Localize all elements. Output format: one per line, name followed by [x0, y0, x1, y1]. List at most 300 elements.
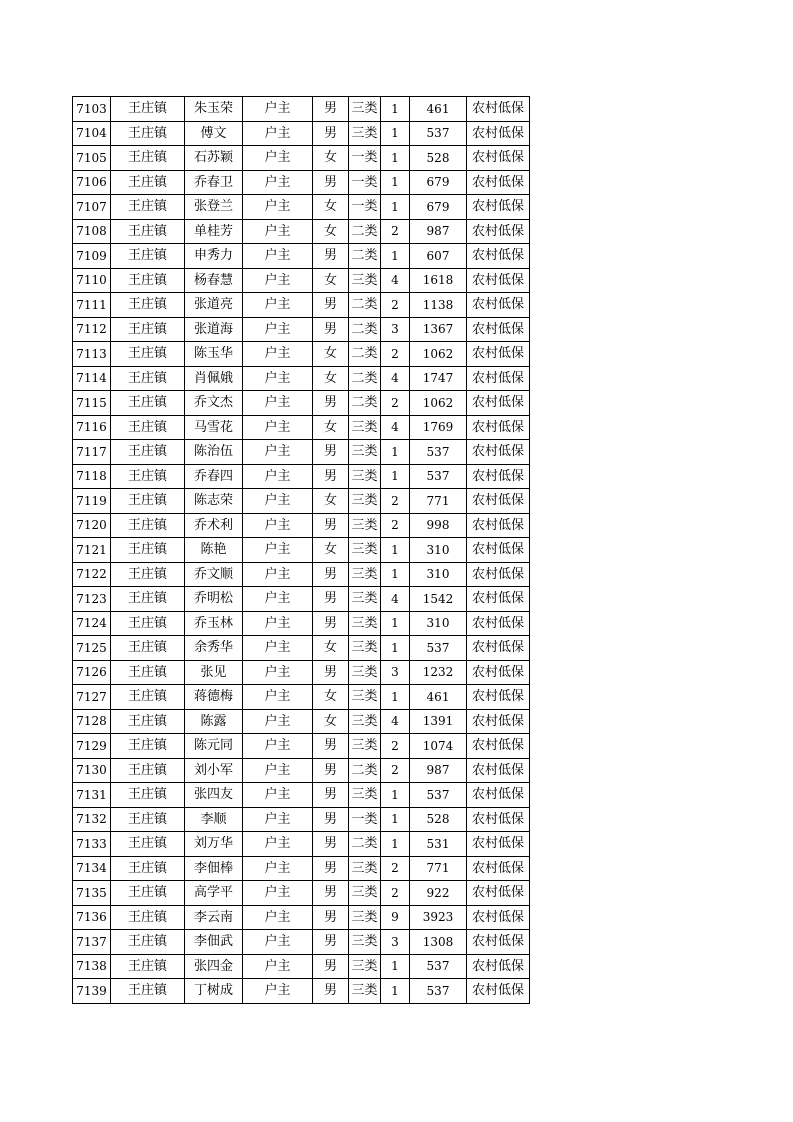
- table-row: [73, 342, 530, 367]
- name-cell: 朱玉荣: [185, 97, 243, 122]
- category-cell: 一类: [349, 146, 381, 171]
- assistance-type-cell: 农村低保: [467, 268, 530, 293]
- household-size-cell: 3: [381, 317, 410, 342]
- name-cell: 乔春卫: [185, 170, 243, 195]
- relation-cell: 户主: [243, 562, 313, 587]
- town-cell: 王庄镇: [111, 440, 185, 465]
- record-id-cell: 7105: [73, 146, 111, 171]
- relation-cell: 户主: [243, 587, 313, 612]
- amount-cell: 537: [410, 979, 467, 1004]
- category-cell: 三类: [349, 881, 381, 906]
- category-cell: 三类: [349, 905, 381, 930]
- record-id-cell: 7122: [73, 562, 111, 587]
- amount-cell: 1308: [410, 930, 467, 955]
- amount-cell: 1618: [410, 268, 467, 293]
- household-size-cell: 2: [381, 513, 410, 538]
- table-row: [73, 195, 530, 220]
- gender-cell: 男: [313, 391, 349, 416]
- table-row: [73, 317, 530, 342]
- assistance-type-cell: 农村低保: [467, 905, 530, 930]
- amount-cell: 1769: [410, 415, 467, 440]
- assistance-type-cell: 农村低保: [467, 293, 530, 318]
- name-cell: 乔术利: [185, 513, 243, 538]
- town-cell: 王庄镇: [111, 170, 185, 195]
- town-cell: 王庄镇: [111, 146, 185, 171]
- household-size-cell: 1: [381, 783, 410, 808]
- relation-cell: 户主: [243, 317, 313, 342]
- household-size-cell: 1: [381, 146, 410, 171]
- household-size-cell: 2: [381, 293, 410, 318]
- town-cell: 王庄镇: [111, 930, 185, 955]
- household-size-cell: 1: [381, 832, 410, 857]
- category-cell: 二类: [349, 219, 381, 244]
- category-cell: 三类: [349, 954, 381, 979]
- table-row: [73, 758, 530, 783]
- relation-cell: 户主: [243, 464, 313, 489]
- record-id-cell: 7125: [73, 636, 111, 661]
- town-cell: 王庄镇: [111, 783, 185, 808]
- category-cell: 三类: [349, 930, 381, 955]
- town-cell: 王庄镇: [111, 685, 185, 710]
- record-id-cell: 7138: [73, 954, 111, 979]
- household-size-cell: 1: [381, 685, 410, 710]
- town-cell: 王庄镇: [111, 97, 185, 122]
- household-size-cell: 2: [381, 881, 410, 906]
- table-row: [73, 734, 530, 759]
- town-cell: 王庄镇: [111, 317, 185, 342]
- town-cell: 王庄镇: [111, 415, 185, 440]
- household-size-cell: 1: [381, 121, 410, 146]
- amount-cell: 531: [410, 832, 467, 857]
- name-cell: 乔文杰: [185, 391, 243, 416]
- relation-cell: 户主: [243, 366, 313, 391]
- category-cell: 三类: [349, 587, 381, 612]
- gender-cell: 男: [313, 562, 349, 587]
- assistance-type-cell: 农村低保: [467, 685, 530, 710]
- household-size-cell: 2: [381, 342, 410, 367]
- category-cell: 三类: [349, 783, 381, 808]
- name-cell: 刘万华: [185, 832, 243, 857]
- category-cell: 三类: [349, 636, 381, 661]
- table-row: [73, 244, 530, 269]
- assistance-type-cell: 农村低保: [467, 734, 530, 759]
- category-cell: 三类: [349, 685, 381, 710]
- category-cell: 三类: [349, 979, 381, 1004]
- town-cell: 王庄镇: [111, 293, 185, 318]
- household-size-cell: 2: [381, 489, 410, 514]
- assistance-type-cell: 农村低保: [467, 121, 530, 146]
- assistance-type-cell: 农村低保: [467, 587, 530, 612]
- amount-cell: 461: [410, 97, 467, 122]
- record-id-cell: 7129: [73, 734, 111, 759]
- table-row: [73, 954, 530, 979]
- category-cell: 三类: [349, 709, 381, 734]
- relation-cell: 户主: [243, 660, 313, 685]
- household-size-cell: 1: [381, 440, 410, 465]
- name-cell: 陈治伍: [185, 440, 243, 465]
- assistance-type-cell: 农村低保: [467, 538, 530, 563]
- record-id-cell: 7116: [73, 415, 111, 440]
- gender-cell: 男: [313, 856, 349, 881]
- relation-cell: 户主: [243, 734, 313, 759]
- table-row: [73, 905, 530, 930]
- record-id-cell: 7109: [73, 244, 111, 269]
- household-size-cell: 4: [381, 366, 410, 391]
- record-id-cell: 7106: [73, 170, 111, 195]
- table-row: [73, 513, 530, 538]
- relation-cell: 户主: [243, 244, 313, 269]
- amount-cell: 771: [410, 489, 467, 514]
- name-cell: 乔春四: [185, 464, 243, 489]
- roster-table: [72, 96, 530, 1004]
- name-cell: 李佃武: [185, 930, 243, 955]
- category-cell: 三类: [349, 538, 381, 563]
- amount-cell: 1138: [410, 293, 467, 318]
- table-row: [73, 685, 530, 710]
- record-id-cell: 7130: [73, 758, 111, 783]
- household-size-cell: 2: [381, 856, 410, 881]
- name-cell: 刘小军: [185, 758, 243, 783]
- category-cell: 二类: [349, 758, 381, 783]
- household-size-cell: 1: [381, 97, 410, 122]
- assistance-type-cell: 农村低保: [467, 366, 530, 391]
- town-cell: 王庄镇: [111, 807, 185, 832]
- category-cell: 二类: [349, 317, 381, 342]
- table-row: [73, 783, 530, 808]
- record-id-cell: 7127: [73, 685, 111, 710]
- town-cell: 王庄镇: [111, 342, 185, 367]
- town-cell: 王庄镇: [111, 391, 185, 416]
- relation-cell: 户主: [243, 979, 313, 1004]
- household-size-cell: 1: [381, 244, 410, 269]
- record-id-cell: 7103: [73, 97, 111, 122]
- gender-cell: 男: [313, 244, 349, 269]
- record-id-cell: 7134: [73, 856, 111, 881]
- amount-cell: 537: [410, 954, 467, 979]
- relation-cell: 户主: [243, 342, 313, 367]
- gender-cell: 女: [313, 538, 349, 563]
- gender-cell: 男: [313, 464, 349, 489]
- category-cell: 一类: [349, 195, 381, 220]
- amount-cell: 771: [410, 856, 467, 881]
- assistance-type-cell: 农村低保: [467, 856, 530, 881]
- assistance-type-cell: 农村低保: [467, 219, 530, 244]
- record-id-cell: 7118: [73, 464, 111, 489]
- gender-cell: 男: [313, 734, 349, 759]
- table-row: [73, 930, 530, 955]
- name-cell: 张道海: [185, 317, 243, 342]
- category-cell: 二类: [349, 342, 381, 367]
- gender-cell: 男: [313, 807, 349, 832]
- gender-cell: 男: [313, 170, 349, 195]
- relation-cell: 户主: [243, 856, 313, 881]
- gender-cell: 男: [313, 97, 349, 122]
- name-cell: 陈玉华: [185, 342, 243, 367]
- record-id-cell: 7128: [73, 709, 111, 734]
- household-size-cell: 4: [381, 415, 410, 440]
- relation-cell: 户主: [243, 881, 313, 906]
- household-size-cell: 1: [381, 538, 410, 563]
- category-cell: 三类: [349, 440, 381, 465]
- record-id-cell: 7123: [73, 587, 111, 612]
- gender-cell: 男: [313, 979, 349, 1004]
- amount-cell: 537: [410, 783, 467, 808]
- table-row: [73, 562, 530, 587]
- household-size-cell: 2: [381, 758, 410, 783]
- gender-cell: 男: [313, 293, 349, 318]
- table-row: [73, 881, 530, 906]
- gender-cell: 男: [313, 660, 349, 685]
- table-row: [73, 636, 530, 661]
- table-row: [73, 293, 530, 318]
- relation-cell: 户主: [243, 268, 313, 293]
- household-size-cell: 4: [381, 587, 410, 612]
- category-cell: 一类: [349, 807, 381, 832]
- assistance-type-cell: 农村低保: [467, 195, 530, 220]
- town-cell: 王庄镇: [111, 244, 185, 269]
- record-id-cell: 7114: [73, 366, 111, 391]
- table-row: [73, 660, 530, 685]
- amount-cell: 1542: [410, 587, 467, 612]
- amount-cell: 607: [410, 244, 467, 269]
- relation-cell: 户主: [243, 195, 313, 220]
- record-id-cell: 7137: [73, 930, 111, 955]
- name-cell: 张登兰: [185, 195, 243, 220]
- town-cell: 王庄镇: [111, 538, 185, 563]
- record-id-cell: 7126: [73, 660, 111, 685]
- record-id-cell: 7139: [73, 979, 111, 1004]
- gender-cell: 男: [313, 440, 349, 465]
- record-id-cell: 7117: [73, 440, 111, 465]
- amount-cell: 461: [410, 685, 467, 710]
- category-cell: 二类: [349, 293, 381, 318]
- name-cell: 乔文顺: [185, 562, 243, 587]
- name-cell: 张四金: [185, 954, 243, 979]
- gender-cell: 男: [313, 954, 349, 979]
- record-id-cell: 7131: [73, 783, 111, 808]
- name-cell: 李顺: [185, 807, 243, 832]
- household-size-cell: 4: [381, 709, 410, 734]
- relation-cell: 户主: [243, 219, 313, 244]
- table-row: [73, 219, 530, 244]
- table-row: [73, 489, 530, 514]
- relation-cell: 户主: [243, 636, 313, 661]
- gender-cell: 女: [313, 489, 349, 514]
- name-cell: 乔玉林: [185, 611, 243, 636]
- town-cell: 王庄镇: [111, 464, 185, 489]
- household-size-cell: 1: [381, 807, 410, 832]
- gender-cell: 男: [313, 930, 349, 955]
- household-size-cell: 2: [381, 391, 410, 416]
- relation-cell: 户主: [243, 709, 313, 734]
- town-cell: 王庄镇: [111, 513, 185, 538]
- relation-cell: 户主: [243, 415, 313, 440]
- record-id-cell: 7111: [73, 293, 111, 318]
- gender-cell: 男: [313, 587, 349, 612]
- name-cell: 陈艳: [185, 538, 243, 563]
- relation-cell: 户主: [243, 489, 313, 514]
- amount-cell: 537: [410, 440, 467, 465]
- town-cell: 王庄镇: [111, 195, 185, 220]
- name-cell: 马雪花: [185, 415, 243, 440]
- amount-cell: 1367: [410, 317, 467, 342]
- name-cell: 张四友: [185, 783, 243, 808]
- gender-cell: 男: [313, 832, 349, 857]
- name-cell: 申秀力: [185, 244, 243, 269]
- assistance-type-cell: 农村低保: [467, 832, 530, 857]
- name-cell: 乔明松: [185, 587, 243, 612]
- amount-cell: 1062: [410, 391, 467, 416]
- gender-cell: 男: [313, 513, 349, 538]
- assistance-type-cell: 农村低保: [467, 440, 530, 465]
- household-size-cell: 9: [381, 905, 410, 930]
- table-row: [73, 97, 530, 122]
- assistance-type-cell: 农村低保: [467, 881, 530, 906]
- gender-cell: 女: [313, 146, 349, 171]
- household-size-cell: 1: [381, 954, 410, 979]
- household-size-cell: 1: [381, 195, 410, 220]
- household-size-cell: 1: [381, 979, 410, 1004]
- record-id-cell: 7108: [73, 219, 111, 244]
- category-cell: 三类: [349, 464, 381, 489]
- town-cell: 王庄镇: [111, 905, 185, 930]
- town-cell: 王庄镇: [111, 636, 185, 661]
- amount-cell: 987: [410, 219, 467, 244]
- town-cell: 王庄镇: [111, 562, 185, 587]
- name-cell: 蒋德梅: [185, 685, 243, 710]
- record-id-cell: 7104: [73, 121, 111, 146]
- relation-cell: 户主: [243, 121, 313, 146]
- record-id-cell: 7107: [73, 195, 111, 220]
- assistance-type-cell: 农村低保: [467, 170, 530, 195]
- gender-cell: 女: [313, 709, 349, 734]
- gender-cell: 女: [313, 219, 349, 244]
- name-cell: 张见: [185, 660, 243, 685]
- record-id-cell: 7133: [73, 832, 111, 857]
- household-size-cell: 1: [381, 636, 410, 661]
- table-row: [73, 979, 530, 1004]
- table-row: [73, 170, 530, 195]
- category-cell: 三类: [349, 121, 381, 146]
- amount-cell: 528: [410, 146, 467, 171]
- town-cell: 王庄镇: [111, 832, 185, 857]
- relation-cell: 户主: [243, 440, 313, 465]
- relation-cell: 户主: [243, 391, 313, 416]
- relation-cell: 户主: [243, 954, 313, 979]
- table-row: [73, 464, 530, 489]
- assistance-type-cell: 农村低保: [467, 342, 530, 367]
- gender-cell: 男: [313, 611, 349, 636]
- gender-cell: 女: [313, 636, 349, 661]
- name-cell: 石苏颖: [185, 146, 243, 171]
- assistance-type-cell: 农村低保: [467, 930, 530, 955]
- amount-cell: 310: [410, 562, 467, 587]
- town-cell: 王庄镇: [111, 121, 185, 146]
- relation-cell: 户主: [243, 538, 313, 563]
- relation-cell: 户主: [243, 685, 313, 710]
- record-id-cell: 7136: [73, 905, 111, 930]
- gender-cell: 女: [313, 366, 349, 391]
- amount-cell: 310: [410, 538, 467, 563]
- table-row: [73, 121, 530, 146]
- name-cell: 李云南: [185, 905, 243, 930]
- amount-cell: 537: [410, 464, 467, 489]
- category-cell: 三类: [349, 611, 381, 636]
- record-id-cell: 7135: [73, 881, 111, 906]
- table-row: [73, 611, 530, 636]
- relation-cell: 户主: [243, 783, 313, 808]
- table-row: [73, 415, 530, 440]
- assistance-type-cell: 农村低保: [467, 758, 530, 783]
- town-cell: 王庄镇: [111, 219, 185, 244]
- amount-cell: 1391: [410, 709, 467, 734]
- relation-cell: 户主: [243, 905, 313, 930]
- town-cell: 王庄镇: [111, 881, 185, 906]
- assistance-type-cell: 农村低保: [467, 954, 530, 979]
- amount-cell: 987: [410, 758, 467, 783]
- table-row: [73, 366, 530, 391]
- town-cell: 王庄镇: [111, 660, 185, 685]
- category-cell: 二类: [349, 391, 381, 416]
- amount-cell: 3923: [410, 905, 467, 930]
- category-cell: 二类: [349, 366, 381, 391]
- relation-cell: 户主: [243, 97, 313, 122]
- relation-cell: 户主: [243, 758, 313, 783]
- category-cell: 三类: [349, 489, 381, 514]
- assistance-type-cell: 农村低保: [467, 611, 530, 636]
- gender-cell: 男: [313, 783, 349, 808]
- household-size-cell: 1: [381, 611, 410, 636]
- record-id-cell: 7120: [73, 513, 111, 538]
- gender-cell: 女: [313, 415, 349, 440]
- assistance-type-cell: 农村低保: [467, 391, 530, 416]
- name-cell: 陈露: [185, 709, 243, 734]
- assistance-type-cell: 农村低保: [467, 244, 530, 269]
- town-cell: 王庄镇: [111, 709, 185, 734]
- name-cell: 丁树成: [185, 979, 243, 1004]
- category-cell: 三类: [349, 268, 381, 293]
- assistance-type-cell: 农村低保: [467, 807, 530, 832]
- name-cell: 肖佩娥: [185, 366, 243, 391]
- category-cell: 一类: [349, 170, 381, 195]
- record-id-cell: 7112: [73, 317, 111, 342]
- table-row: [73, 709, 530, 734]
- amount-cell: 998: [410, 513, 467, 538]
- table-row: [73, 587, 530, 612]
- assistance-type-cell: 农村低保: [467, 660, 530, 685]
- amount-cell: 922: [410, 881, 467, 906]
- relation-cell: 户主: [243, 930, 313, 955]
- gender-cell: 男: [313, 758, 349, 783]
- category-cell: 二类: [349, 832, 381, 857]
- name-cell: 杨春慧: [185, 268, 243, 293]
- category-cell: 三类: [349, 513, 381, 538]
- table-row: [73, 391, 530, 416]
- household-size-cell: 1: [381, 464, 410, 489]
- table-row: [73, 440, 530, 465]
- amount-cell: 679: [410, 195, 467, 220]
- household-size-cell: 4: [381, 268, 410, 293]
- gender-cell: 男: [313, 317, 349, 342]
- assistance-type-cell: 农村低保: [467, 783, 530, 808]
- category-cell: 三类: [349, 415, 381, 440]
- gender-cell: 女: [313, 195, 349, 220]
- name-cell: 高学平: [185, 881, 243, 906]
- relation-cell: 户主: [243, 513, 313, 538]
- gender-cell: 男: [313, 881, 349, 906]
- relation-cell: 户主: [243, 293, 313, 318]
- town-cell: 王庄镇: [111, 587, 185, 612]
